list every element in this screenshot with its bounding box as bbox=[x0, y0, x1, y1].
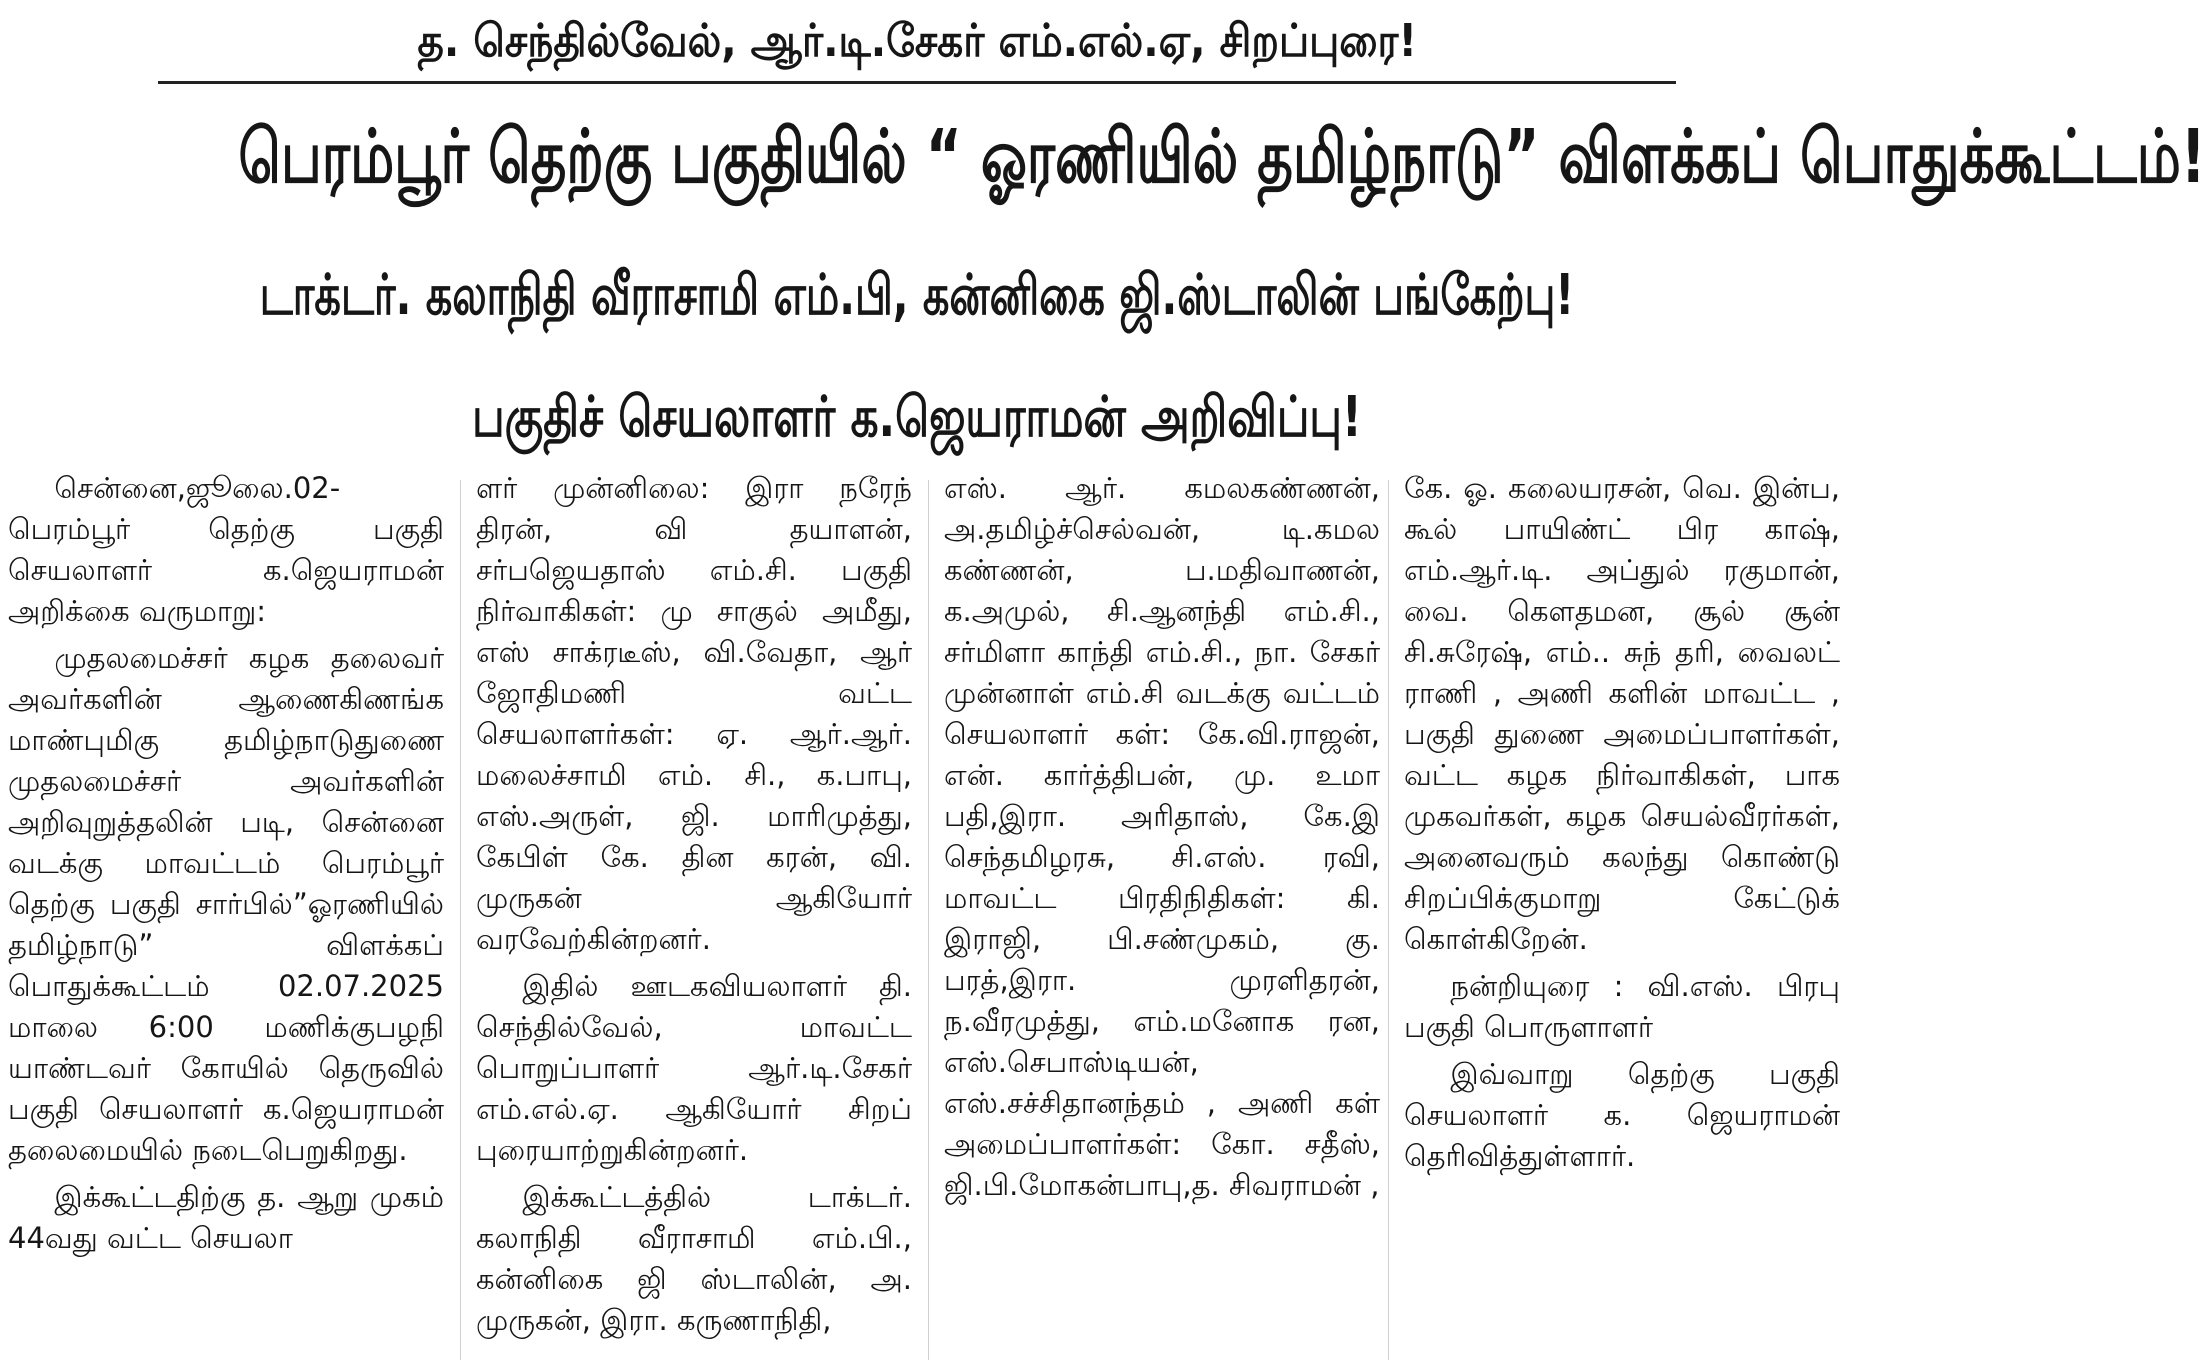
headline-box bbox=[158, 5, 1676, 84]
headline-main: பெரம்பூர் தெற்கு பகுதியில் “ ஓரணியில் தமிழ்நாடு” விளக்கப் பொதுக்கூட்டம்! bbox=[238, 114, 2206, 200]
paragraph: எஸ். ஆர். கமலகண்ணன், அ.தமிழ்ச்செல்வன், டி.கமல கண்ணன், ப.மதிவாணன், க.அமுல், சி.ஆனந்தி எம்.சி., சர்மிளா காந்தி எம்.சி., நா. சேகர் முன்னாள் எம்.சி வடக்கு வட்டம் செயலாளர் கள்: கே.வி.ராஜன், என். கார்த்திபன், மு. உமா பதி,இரா. அரிதாஸ், கே.இ செந்தமிழரசு, சி.எஸ். ரவி, மாவட்ட பிரதிநிதிகள்: கி. இராஜி, பி.சண்முகம், கு. பரத்,இரா. முரளிதரன், ந.வீரமுத்து, எம்.மனோக ரன, எஸ்.செபாஸ்டியன், எஸ்.சச்சிதானந்தம் , அணி கள் அமைப்பாளர்கள்: கோ. சதீஸ், ஜி.பி.மோகன்பாபு,த. சிவராமன் , bbox=[944, 471, 1380, 1202]
paragraph: சென்னை,ஜூலை.02- பெரம்பூர் தெற்கு பகுதி செயலாளர் க.ஜெயராமன் அறிக்கை வருமாறு: bbox=[8, 471, 444, 628]
article-column-4 bbox=[1404, 468, 1840, 1368]
paragraph: நன்றியுரை : வி.எஸ். பிரபு பகுதி பொருளாளர் bbox=[1404, 969, 1840, 1044]
paragraph: இக்கூட்டதிற்கு த. ஆறு முகம் 44வது வட்ட செயலா bbox=[8, 1180, 444, 1255]
paragraph: ளர் முன்னிலை: இரா நரேந் திரன், வி தயாளன், சர்பஜெயதாஸ் எம்.சி. பகுதி நிர்வாகிகள்: மு சாகுல் அமீது, எஸ் சாக்ரடீஸ், வி.வேதா, ஆர் ஜோதிமணி வட்ட செயலாளர்கள்: ஏ. ஆர்.ஆர். மலைச்சாமி எம். சி., க.பாபு, எஸ்.அருள், ஜி. மாரிமுத்து, கேபிள் கே. தின கரன், வி. முருகன் ஆகியோர் வரவேற்கின்றனர். bbox=[476, 471, 912, 956]
paragraph: இதில் ஊடகவியலாளர் தி. செந்தில்வேல், மாவட்ட பொறுப்பாளர் ஆர்.டி.சேகர் எம்.எல்.ஏ. ஆகியோர் சிறப் புரையாற்றுகின்றனர். bbox=[476, 969, 912, 1167]
headline-speakers: த. செந்தில்வேல், ஆர்.டி.சேகர் எம்.எல்.ஏ, சிறப்புரை! bbox=[417, 13, 1417, 67]
paragraph: கே. ஓ. கலையரசன், வெ. இன்ப, கூல் பாயிண்ட் பிர காஷ், எம்.ஆர்.டி. அப்துல் ரகுமான், வை. கௌதமன, சூல் சூன் சி.சுரேஷ், எம்.. சுந் தரி, வைலட் ராணி , அணி களின் மாவட்ட , பகுதி துணை அமைப்பாளர்கள், வட்ட கழக நிர்வாகிகள், பாக முகவர்கள், கழக செயல்வீரர்கள், அனைவரும் கலந்து கொண்டு சிறப்பிக்குமாறு கேட்டுக் கொள்கிறேன். bbox=[1404, 471, 1840, 956]
headline-announcement: பகுதிச் செயலாளர் க.ஜெயராமன் அறிவிப்பு! bbox=[472, 385, 1362, 450]
article-column-2 bbox=[476, 468, 912, 1368]
paragraph: முதலமைச்சர் கழக தலைவர் அவர்களின் ஆணைகிணங்க மாண்புமிகு தமிழ்நாடுதுணை முதலமைச்சர் அவர்களின் அறிவுறுத்தலின் படி, சென்னை வடக்கு மாவட்டம் பெரம்பூர் தெற்கு பகுதி சார்பில்”ஓரணியில் தமிழ்நாடு” விளக்கப் பொதுக்கூட்டம் 02.07.2025 மாலை 6:00 மணிக்குபழநி யாண்டவர் கோயில் தெருவில் பகுதி செயலாளர் க.ஜெயராமன் தலைமையில் நடைபெறுகிறது. bbox=[8, 641, 444, 1167]
article-body bbox=[8, 468, 1840, 1368]
paragraph: இக்கூட்டத்தில் டாக்டர். கலாநிதி வீராசாமி எம்.பி., கன்னிகை ஜி ஸ்டாலின், அ. முருகன், இரா. கருணாநிதி, bbox=[476, 1180, 912, 1337]
article-column-1 bbox=[8, 468, 444, 1368]
headline-participants: டாக்டர். கலாநிதி வீராசாமி எம்.பி, கன்னிகை ஜி.ஸ்டாலின் பங்கேற்பு! bbox=[259, 263, 1575, 328]
article-column-3 bbox=[944, 468, 1380, 1368]
paragraph: இவ்வாறு தெற்கு பகுதி செயலாளர் க. ஜெயராமன் தெரிவித்துள்ளார். bbox=[1404, 1057, 1840, 1173]
